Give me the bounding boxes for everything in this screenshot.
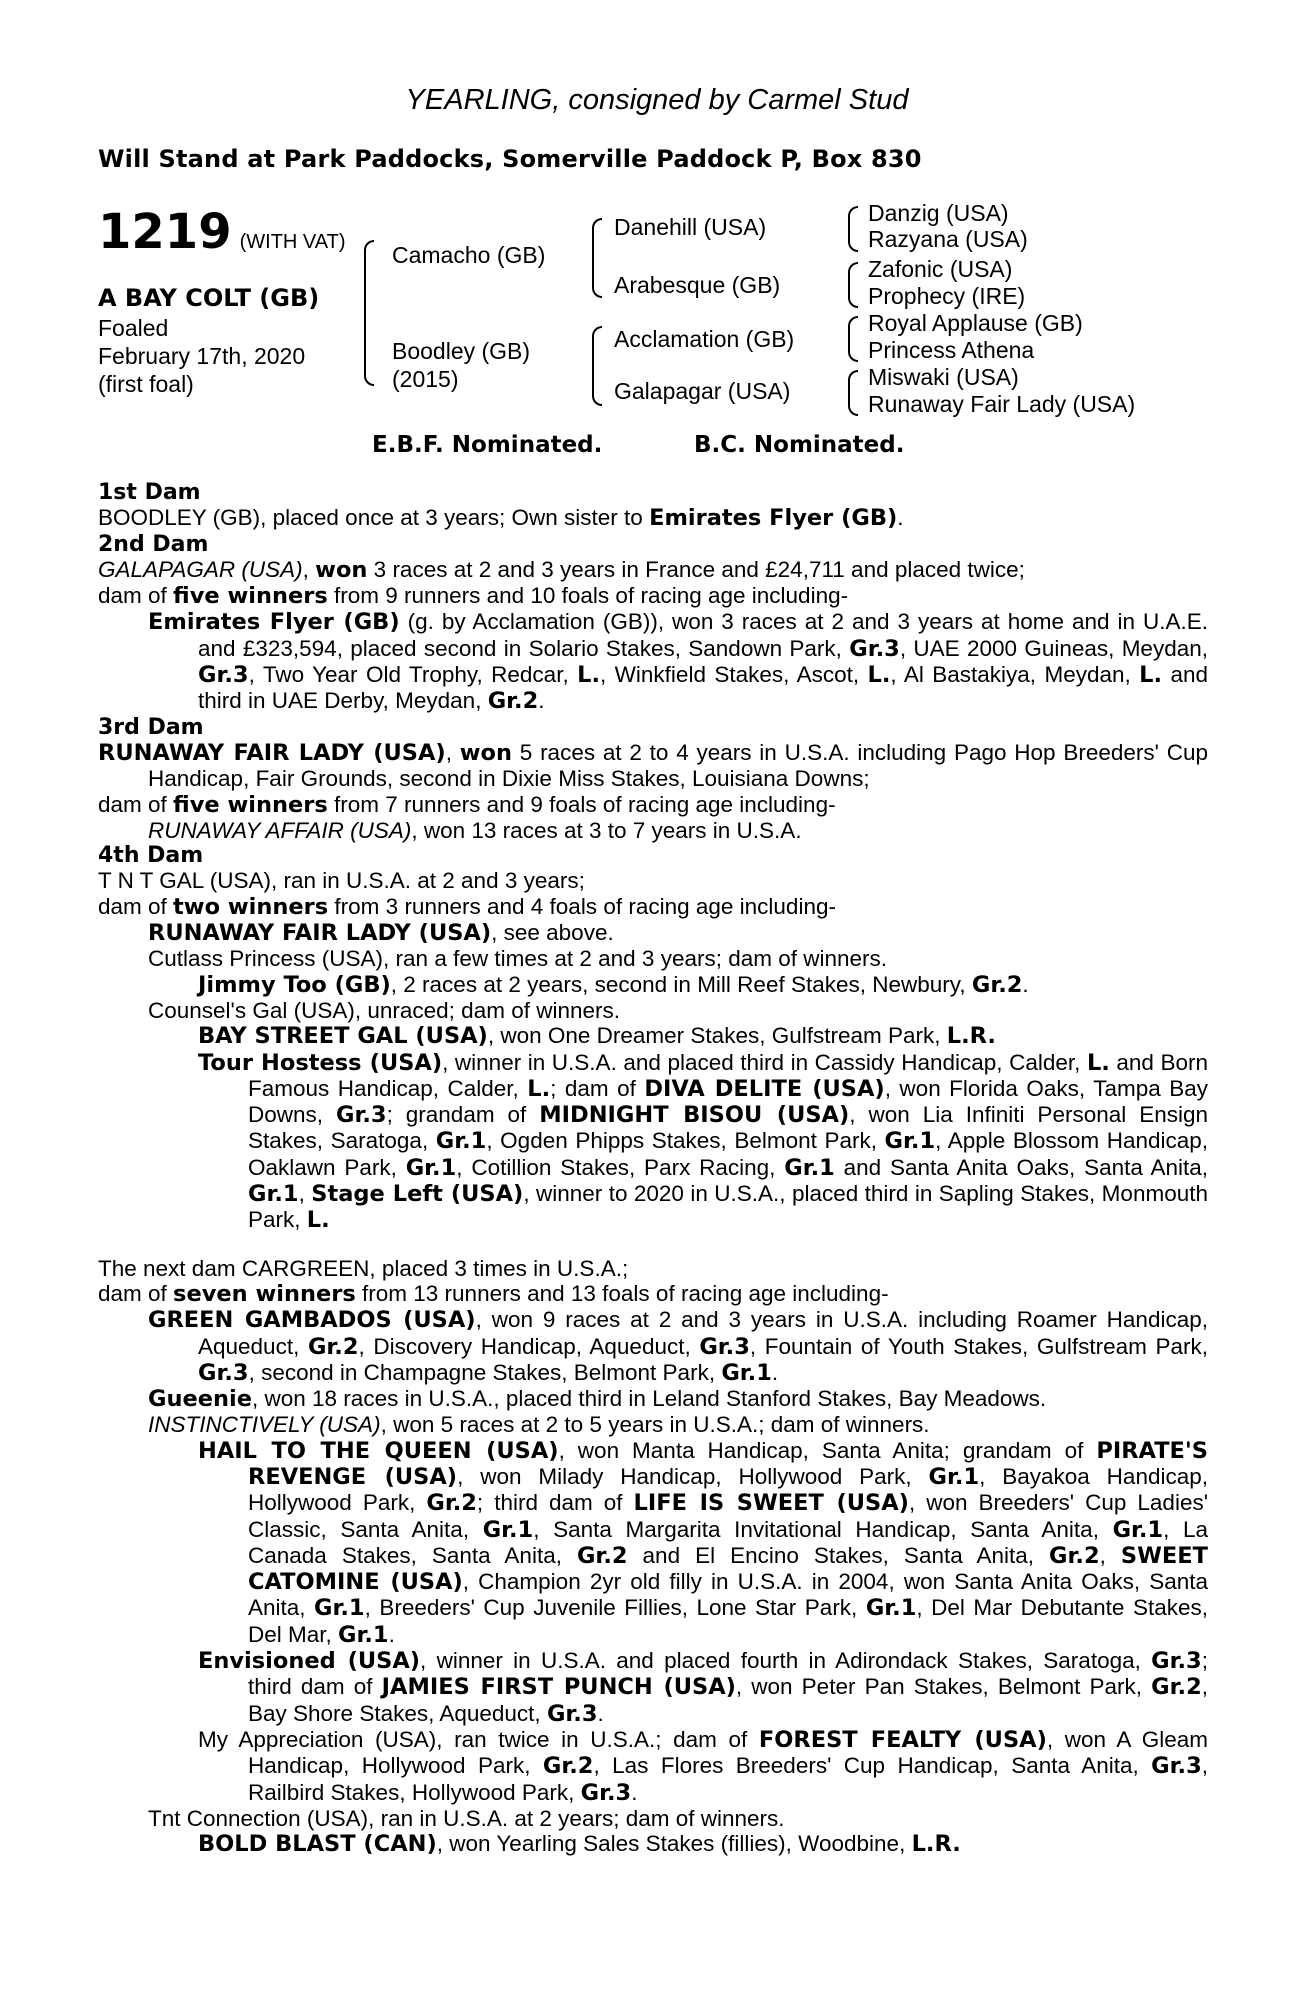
produce-record [98, 480, 1208, 1857]
produce-entry: Emirates Flyer (GB) (g. by Acclamation (GB)), won 3 races at 2 and 3 years at home and in U.A.E. and £323,594, placed second in Solario Stakes, Sandown Park, Gr.3, UAE 2000 Guineas, Meydan, Gr.3, Two Year Old Trophy, Redcar, L., Winkfield Stakes, Ascot, L., Al Bastakiya, Meydan, L. and third in UAE Derby, Meydan, Gr.2. [148, 609, 1209, 715]
lot-number: 1219 [98, 204, 232, 260]
produce-entry: Gueenie, won 18 races in U.S.A., placed third in Leland Stanford Stakes, Bay Meadows. [148, 1386, 1047, 1413]
pedigree-brace [364, 240, 374, 386]
pedigree-dam: Boodley (GB) [392, 338, 531, 364]
produce-entry: RUNAWAY FAIR LADY (USA), see above. [148, 920, 614, 947]
pedigree-gen3: Princess Athena [868, 337, 1035, 363]
lot-number-block [98, 204, 346, 260]
produce-entry: INSTINCTIVELY (USA), won 5 races at 2 to 5 years in U.S.A.; dam of winners. [148, 1412, 930, 1438]
page-title: YEARLING, consigned by Carmel Stud [405, 84, 909, 116]
produce-entry: GREEN GAMBADOS (USA), won 9 races at 2 and 3 years in U.S.A. including Roamer Handicap, Aqueduct, Gr.2, Discovery Handicap, Aqueduct, Gr.3, Fountain of Youth Stakes, Gulfstream Park, Gr.3, second in Champagne Stakes, Belmont Park, Gr.1. [148, 1307, 1208, 1386]
produce-entry: BAY STREET GAL (USA), won One Dreamer Stakes, Gulfstream Park, L.R. [198, 1023, 996, 1050]
fourth-dam-produce: dam of two winners from 3 runners and 4 foals of racing age including- [98, 893, 836, 920]
foaled-label: Foaled [98, 315, 169, 341]
section-heading: 4th Dam [98, 843, 204, 869]
pedigree-dam-sire: Acclamation (GB) [614, 326, 795, 352]
third-dam-produce: dam of five winners from 7 runners and 9 foals of racing age including- [98, 791, 836, 818]
first-dam-text: BOODLEY (GB), placed once at 3 years; Own sister to Emirates Flyer (GB). [98, 505, 904, 532]
pedigree-dam-year: (2015) [392, 366, 459, 392]
section-heading: 3rd Dam [98, 714, 204, 740]
pedigree-brace [848, 262, 858, 308]
pedigree-gen3: Miswaki (USA) [868, 364, 1019, 390]
produce-entry: Tnt Connection (USA), ran in U.S.A. at 2 years; dam of winners. [148, 1805, 785, 1831]
ebf-nomination: E.B.F. Nominated. [372, 432, 603, 458]
pedigree-brace [848, 370, 858, 416]
produce-entry: Envisioned (USA), winner in U.S.A. and placed fourth in Adirondack Stakes, Saratoga, Gr.3; third dam of JAMIES FIRST PUNCH (USA), won Peter Pan Stakes, Belmont Park, Gr.2, Bay Shore Stakes, Aqueduct, Gr.3. [198, 1648, 1208, 1727]
lot-description: A BAY COLT (GB) [98, 284, 320, 312]
pedigree-brace [848, 316, 858, 362]
foaling-info [98, 314, 305, 398]
second-dam-produce: dam of five winners from 9 runners and 10 foals of racing age including- [98, 583, 849, 610]
pedigree-brace [592, 326, 602, 406]
produce-entry: HAIL TO THE QUEEN (USA), won Manta Handicap, Santa Anita; grandam of PIRATE'S REVENGE (USA), won Milady Handicap, Hollywood Park, Gr.1, Bayakoa Handicap, Hollywood Park, Gr.2; third dam of LIFE IS SWEET (USA), won Breeders' Cup Ladies' Classic, Santa Anita, Gr.1, Santa Margarita Invitational Handicap, Santa Anita, Gr.1, La Canada Stakes, Santa Anita, Gr.2 and El Encino Stakes, Santa Anita, Gr.2, SWEET CATOMINE (USA), Champion 2yr old filly in U.S.A. in 2004, won Santa Anita Oaks, Santa Anita, Gr.1, Breeders' Cup Juvenile Fillies, Lone Star Park, Gr.1, Del Mar Debutante Stakes, Del Mar, Gr.1. [198, 1437, 1209, 1648]
second-dam-line: GALAPAGAR (USA), won 3 races at 2 and 3 years in France and £24,711 and placed twice; [98, 556, 1025, 583]
next-dam-line: The next dam CARGREEN, placed 3 times in U.S.A.; [98, 1255, 629, 1281]
pedigree-sire-dam: Arabesque (GB) [614, 272, 781, 298]
pedigree-sire-sire: Danehill (USA) [614, 214, 767, 240]
section-heading: 1st Dam [98, 480, 201, 505]
pedigree-gen3: Razyana (USA) [868, 226, 1028, 252]
produce-entry: Counsel's Gal (USA), unraced; dam of winners. [148, 997, 620, 1023]
pedigree-brace [592, 218, 602, 298]
pedigree-gen3: Danzig (USA) [868, 200, 1009, 226]
fourth-dam-line: T N T GAL (USA), ran in U.S.A. at 2 and 3 years; [98, 868, 585, 894]
produce-entry: Cutlass Princess (USA), ran a few times at 2 and 3 years; dam of winners. [148, 946, 888, 972]
pedigree-brace [848, 206, 858, 252]
pedigree-gen3: Runaway Fair Lady (USA) [868, 391, 1136, 417]
pedigree-gen3: Royal Applause (GB) [868, 310, 1083, 336]
produce-entry: Tour Hostess (USA), winner in U.S.A. and placed third in Cassidy Handicap, Calder, L. and Born Famous Handicap, Calder, L.; dam of DIVA DELITE (USA), won Florida Oaks, Tampa Bay Downs, Gr.3; grandam of MIDNIGHT BISOU (USA), won Lia Infiniti Personal Ensign Stakes, Saratoga, Gr.1, Ogden Phipps Stakes, Belmont Park, Gr.1, Apple Blossom Handicap, Oaklawn Park, Gr.1, Cotillion Stakes, Parx Racing, Gr.1 and Santa Anita Oaks, Santa Anita, Gr.1, Stage Left (USA), winner to 2020 in U.S.A., placed third in Sapling Stakes, Monmouth Park, L. [198, 1049, 1209, 1234]
third-dam-line: RUNAWAY FAIR LADY (USA), won 5 races at 2 to 4 years in U.S.A. including Pago Hop Breeders' Cup Handicap, Fair Grounds, second in Dixie Miss Stakes, Louisiana Downs; [98, 739, 1208, 792]
produce-entry: Jimmy Too (GB), 2 races at 2 years, second in Mill Reef Stakes, Newbury, Gr.2. [198, 971, 1029, 998]
pedigree-sire: Camacho (GB) [392, 242, 546, 268]
foal-note: (first foal) [98, 371, 194, 397]
produce-entry: My Appreciation (USA), ran twice in U.S.A.; dam of FOREST FEALTY (USA), won A Gleam Handicap, Hollywood Park, Gr.2, Las Flores Breeders' Cup Handicap, Santa Anita, Gr.3, Railbird Stakes, Hollywood Park, Gr.3. [198, 1726, 1208, 1806]
foaled-date: February 17th, 2020 [98, 343, 306, 369]
bc-nomination: B.C. Nominated. [694, 432, 905, 458]
stand-location: Will Stand at Park Paddocks, Somerville Paddock P, Box 830 [98, 145, 922, 173]
produce-entry: BOLD BLAST (CAN), won Yearling Sales Stakes (fillies), Woodbine, L.R. [198, 1831, 961, 1858]
pedigree-dam-dam: Galapagar (USA) [614, 378, 791, 404]
pedigree-gen3: Zafonic (USA) [868, 256, 1013, 282]
produce-entry: RUNAWAY AFFAIR (USA), won 13 races at 3 to 7 years in U.S.A. [148, 817, 802, 843]
vat-note: (WITH VAT) [239, 231, 346, 253]
next-dam-produce: dam of seven winners from 13 runners and 13 foals of racing age including- [98, 1280, 889, 1307]
pedigree-gen3: Prophecy (IRE) [868, 283, 1026, 309]
section-heading: 2nd Dam [98, 531, 209, 557]
